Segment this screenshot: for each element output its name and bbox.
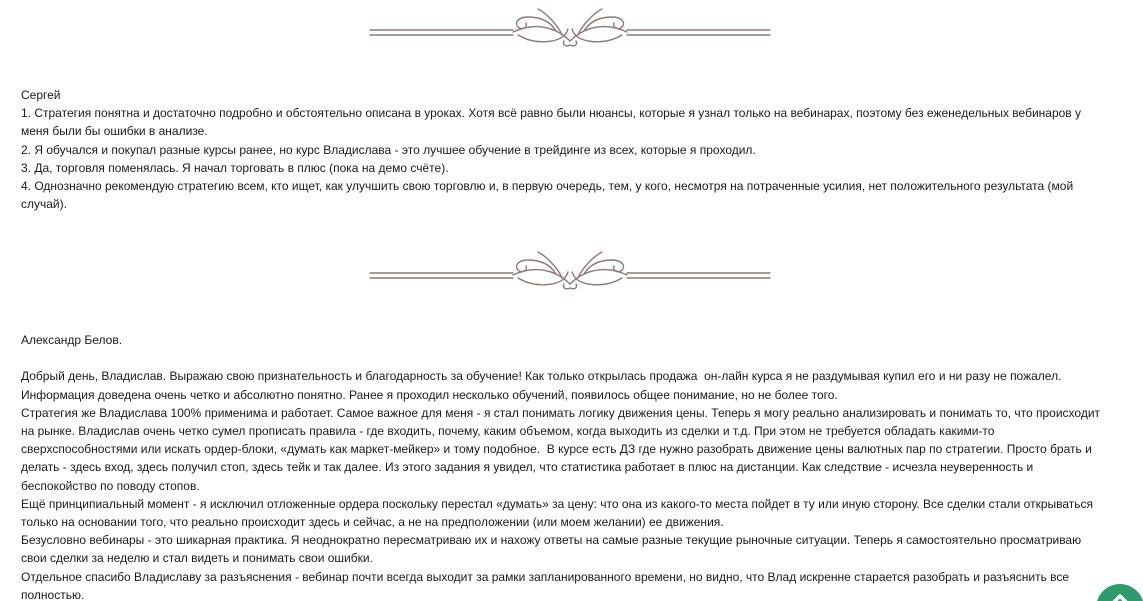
chevron-up-icon [1108,592,1132,601]
review-text-line: свои сделки за неделю и стал видеть и понимать свои ошибки. [21,551,373,566]
review-text-line: Стратегия же Владислава 100% применима и работает. Самое важное для меня - я стал понимать логику движения цены. Теперь я могу реально анализировать и понимать то, что происходит [21,405,1101,420]
review-text-line: полностью. [21,587,85,601]
review-text-line: 1. Стратегия понятна и достаточно подробно и обстоятельно описана в уроках. Хотя всё равно были нюансы, которые я узнал только на вебинарах, поэтому без еженедельных вебинаров у [21,106,1082,121]
review-text-line: случай). [21,197,67,212]
review-text-line: только на основании того, что реально происходит здесь и сейчас, а не на предположении (или моем желании) ее движения. [21,515,724,530]
review-text-line: беспокойство по поводу стопов. [21,478,200,493]
review-text-line: сверхспособностями или искать ордер-блоки, «думать как маркет-мейкер» и тому подобное. В курсе есть ДЗ где нужно разобрать движение цены валютных пар по стратегии. Просто брать и [21,442,1092,457]
review-text-line: Отдельное спасибо Владиславу за разъяснения - вебинар почти всегда выходит за рамки запланированного времени, но видно, что Влад искренне старается разобрать и разъяснить все [21,569,1070,584]
review-text-line: Добрый день, Владислав. Выражаю свою признательность и благодарность за обучение! Как только открылась продажа он-лайн курса я не раздумывая купил его и ни разу не пожалел. [21,369,1062,384]
review-author: Александр Белов. [21,333,123,347]
review-author: Сергей [21,88,61,102]
review-text-line: Ещё принципиальный момент - я исключил отложенные ордера поскольку перестал «думать» за цену: что она из какого-то места пойдет в ту или иную сторону. Все сделки стали открываться [21,496,1094,511]
review-text-line: Информация доведена очень четко и абсолютно понятно. Ранее я проходил несколько обучений, появилось общее понимание, но не более того. [21,387,838,402]
review-text-line: меня были бы ошибки в анализе. [21,124,208,139]
spacer [21,349,1111,367]
ornamental-divider-icon [368,5,772,49]
review-text-line: делать - здесь вход, здесь получил стоп, здесь тейк и так далее. Из этого задания я увидел, что статистика работает в плюс на дистанции. Как следствие - исчезла неуверенность и [21,460,1034,475]
review-sergey [21,86,1111,213]
review-text-line: 3. Да, торговля поменялась. Я начал торговать в плюс (пока на демо счёте). [21,160,449,175]
review-alexander-belov [21,331,1111,601]
review-text-line: Безусловно вебинары - это шикарная практика. Я неоднократно пересматриваю их и нахожу ответы на самые разные текущие рыночные ситуации. Теперь я самостоятельно просматриваю [21,533,1082,548]
review-text-line: 2. Я обучался и покупал разные курсы ранее, но курс Владислава - это лучшее обучение в трейдинге из всех, которые я проходил. [21,142,756,157]
ornamental-divider-icon [368,248,772,292]
review-text-line: 4. Однозначно рекомендую стратегию всем, кто ищет, как улучшить свою торговлю и, в первую очередь, тем, у кого, несмотря на потраченные усилия, нет положительного результата (мой [21,179,1074,194]
review-text-line: на рынке. Владислав очень четко сумел прописать правила - где входить, почему, каким объемом, когда выходить из сделки и т.д. При этом не требуется обладать какими-то [21,424,995,438]
